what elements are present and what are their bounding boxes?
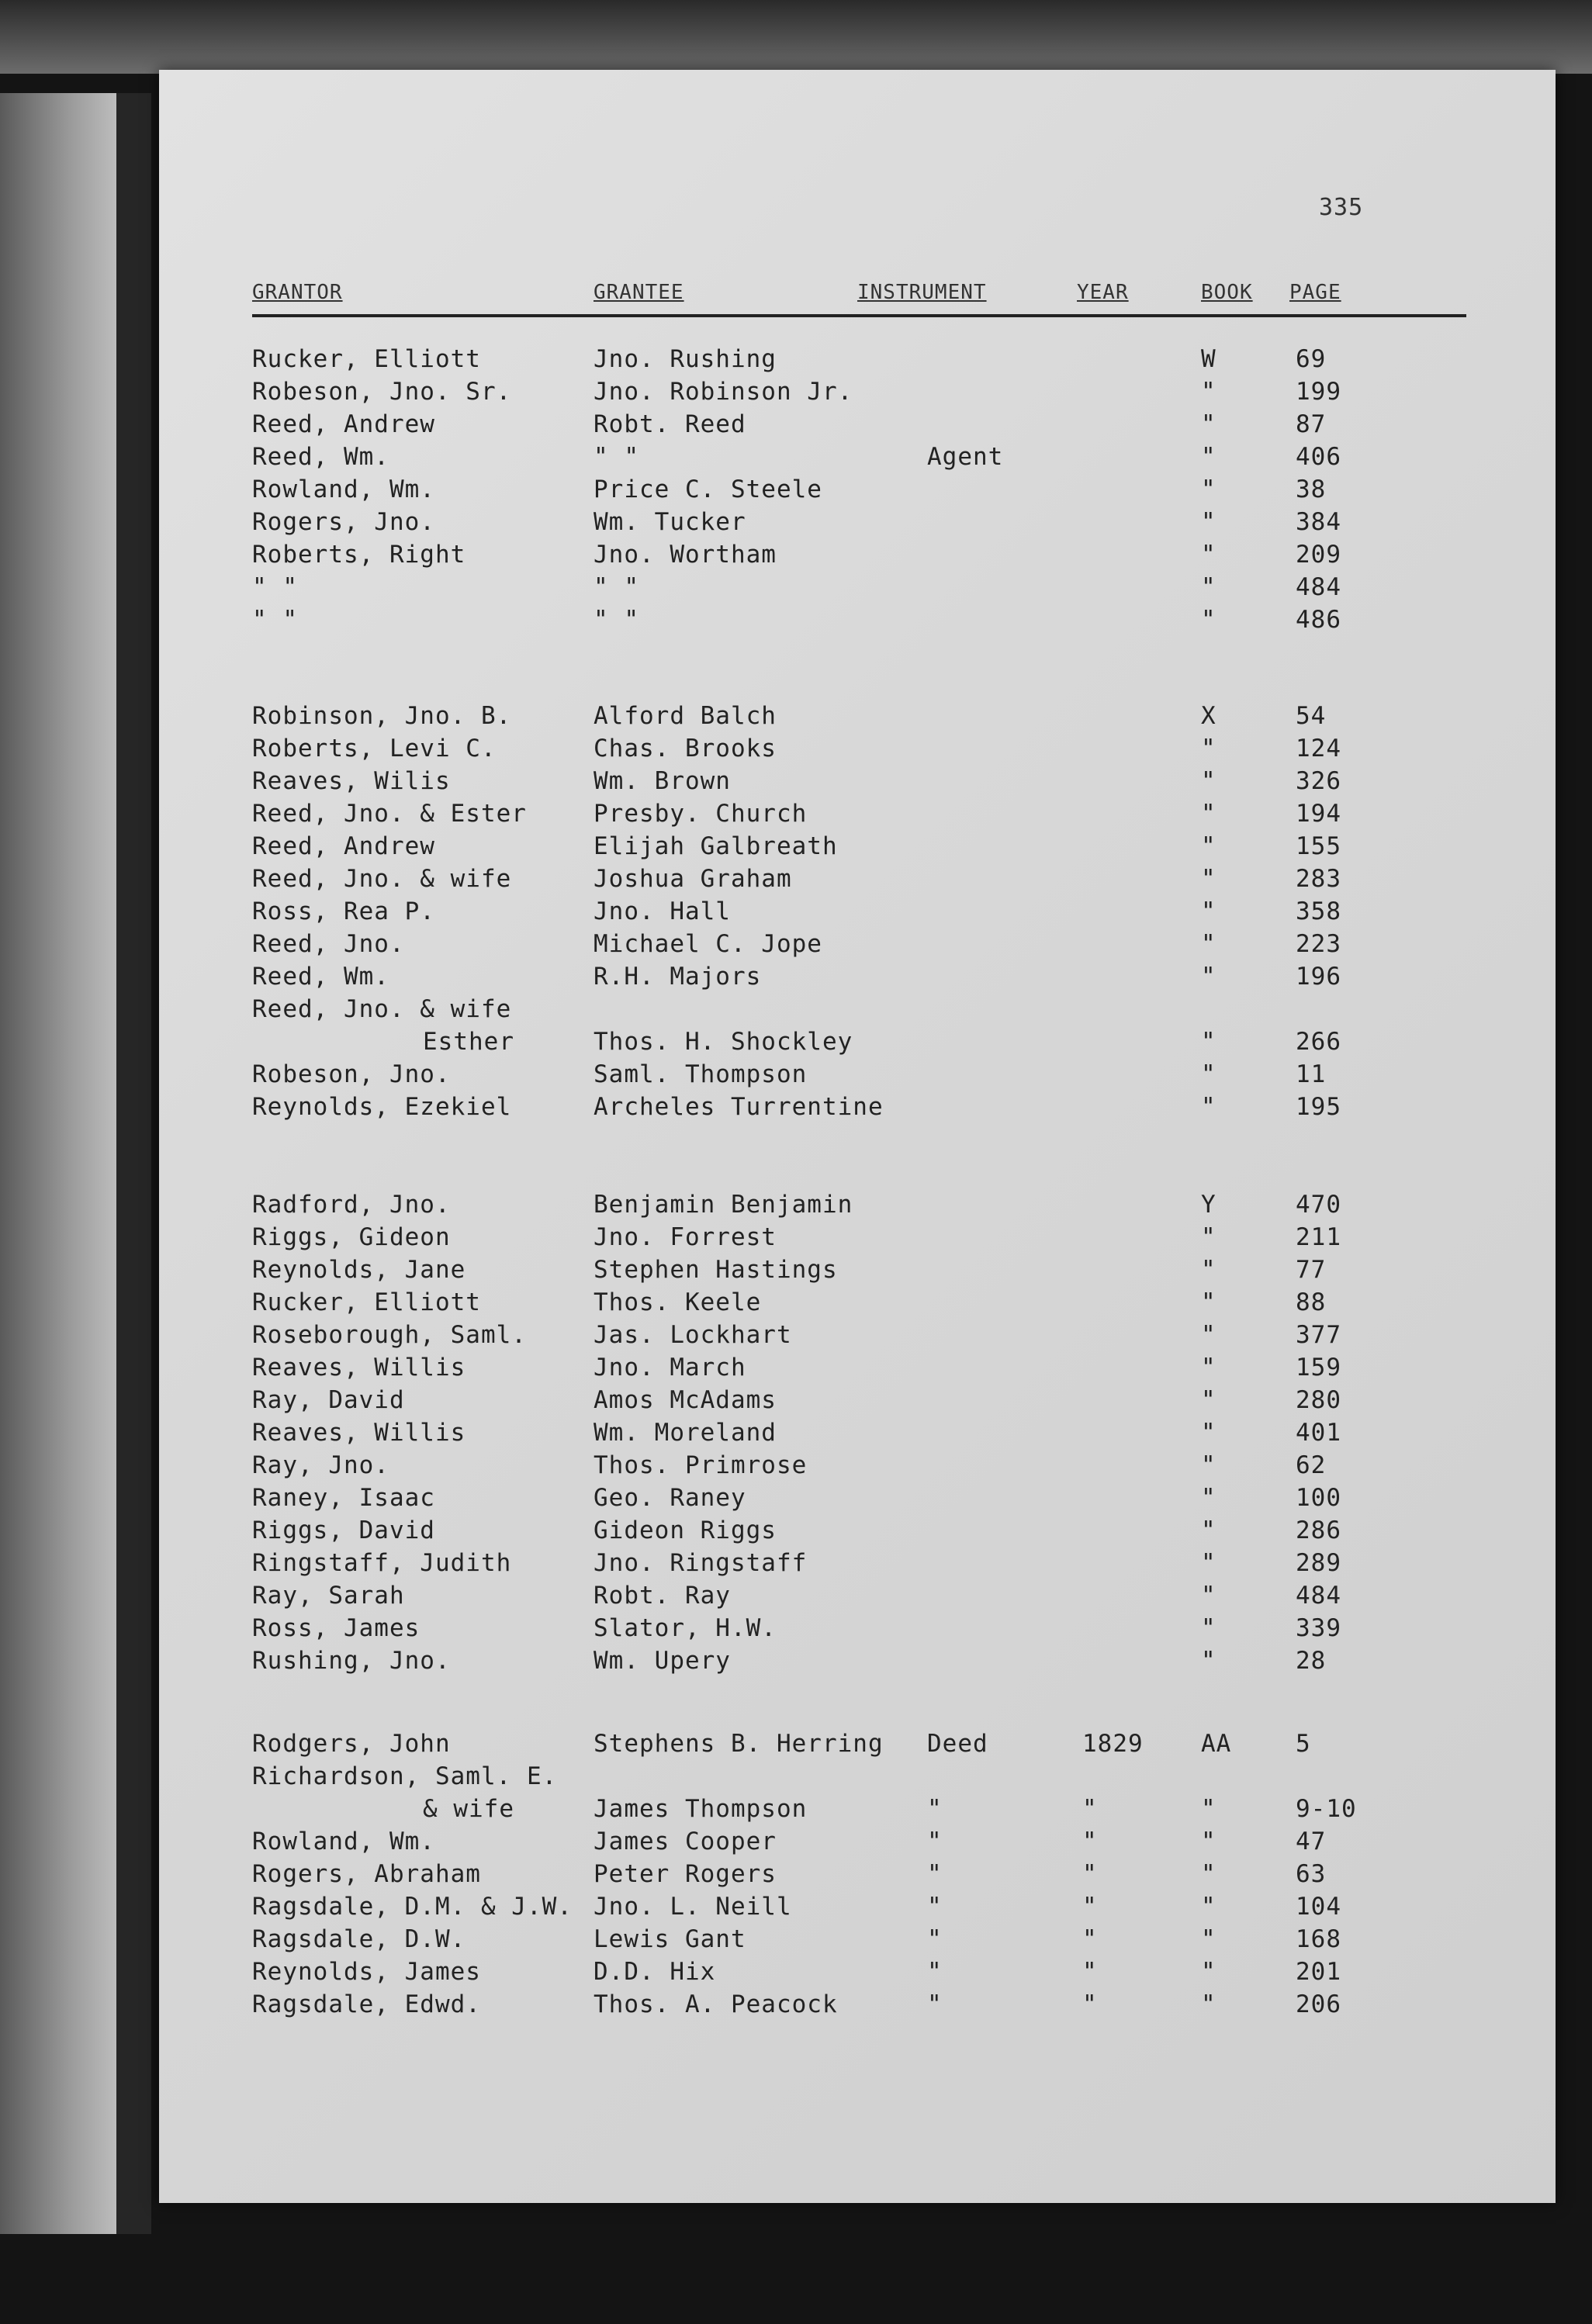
- cell-book: ": [1201, 378, 1216, 406]
- cell-grantor: Riggs, Gideon: [252, 1223, 451, 1251]
- cell-book: ": [1201, 1893, 1216, 1921]
- cell-page: 358: [1296, 897, 1341, 925]
- cell-grantee: Stephen Hastings: [594, 1256, 838, 1284]
- cell-grantor: Roseborough, Saml.: [252, 1321, 527, 1349]
- cell-page: 155: [1296, 832, 1341, 860]
- cell-book: ": [1201, 1093, 1216, 1121]
- cell-grantee: Price C. Steele: [594, 476, 822, 503]
- cell-page: 211: [1296, 1223, 1341, 1251]
- header-instrument: INSTRUMENT: [857, 281, 987, 304]
- cell-instrument: Deed: [927, 1730, 988, 1758]
- cell-book: ": [1201, 1223, 1216, 1251]
- cell-book: ": [1201, 1321, 1216, 1349]
- cell-grantor: Ringstaff, Judith: [252, 1549, 512, 1577]
- cell-page: 28: [1296, 1647, 1327, 1675]
- cell-grantor: Robinson, Jno. B.: [252, 702, 512, 730]
- cell-book: ": [1201, 1549, 1216, 1577]
- cell-year: ": [1082, 1893, 1098, 1921]
- cell-grantee: Wm. Moreland: [594, 1419, 777, 1447]
- cell-book: ": [1201, 1925, 1216, 1953]
- index-page: [159, 70, 1556, 2203]
- cell-grantee: Geo. Raney: [594, 1484, 746, 1512]
- cell-book: ": [1201, 476, 1216, 503]
- cell-book: ": [1201, 1256, 1216, 1284]
- cell-book: ": [1201, 1354, 1216, 1382]
- cell-page: 168: [1296, 1925, 1341, 1953]
- cell-page: 283: [1296, 865, 1341, 893]
- cell-book: ": [1201, 1614, 1216, 1642]
- cell-grantor: Robeson, Jno. Sr.: [252, 378, 512, 406]
- cell-grantor: Rodgers, John: [252, 1730, 451, 1758]
- cell-grantor: " ": [252, 573, 298, 601]
- cell-page: 194: [1296, 800, 1341, 828]
- cell-page: 63: [1296, 1860, 1327, 1888]
- cell-grantee: Robt. Reed: [594, 410, 746, 438]
- cell-year: ": [1082, 1828, 1098, 1855]
- cell-grantor: Ragsdale, Edwd.: [252, 1990, 481, 2018]
- cell-book: ": [1201, 573, 1216, 601]
- cell-grantor: Rucker, Elliott: [252, 1288, 481, 1316]
- cell-grantor: Reaves, Willis: [252, 1419, 466, 1447]
- header-grantor: GRANTOR: [252, 281, 343, 304]
- cell-grantee: " ": [594, 573, 639, 601]
- cell-grantor: Reaves, Wilis: [252, 767, 451, 795]
- cell-book: ": [1201, 735, 1216, 763]
- cell-grantee: Jno. Ringstaff: [594, 1549, 808, 1577]
- cell-grantor: Ragsdale, D.W.: [252, 1925, 466, 1953]
- cell-grantor: Raney, Isaac: [252, 1484, 435, 1512]
- cell-page: 289: [1296, 1549, 1341, 1577]
- cell-instrument: ": [927, 1893, 943, 1921]
- cell-grantee: Robt. Ray: [594, 1582, 731, 1610]
- cell-grantee: Jno. Forrest: [594, 1223, 777, 1251]
- cell-grantor: Ross, James: [252, 1614, 420, 1642]
- cell-book: ": [1201, 606, 1216, 634]
- cell-grantor: Rushing, Jno.: [252, 1647, 451, 1675]
- cell-book: ": [1201, 1647, 1216, 1675]
- cell-grantee: Peter Rogers: [594, 1860, 777, 1888]
- cell-grantor: Ray, Jno.: [252, 1451, 389, 1479]
- header-page: PAGE: [1289, 281, 1341, 304]
- cell-page: 326: [1296, 767, 1341, 795]
- cell-book: ": [1201, 1451, 1216, 1479]
- cell-book: ": [1201, 410, 1216, 438]
- cell-book: ": [1201, 897, 1216, 925]
- cell-grantor: " ": [252, 606, 298, 634]
- cell-page: 104: [1296, 1893, 1341, 1921]
- cell-year: ": [1082, 1925, 1098, 1953]
- cell-book: W: [1201, 345, 1216, 373]
- cell-page: 69: [1296, 345, 1327, 373]
- cell-page: 384: [1296, 508, 1341, 536]
- cell-grantor: Ross, Rea P.: [252, 897, 435, 925]
- page-number: 335: [1319, 194, 1364, 221]
- cell-grantee: Alford Balch: [594, 702, 777, 730]
- cell-book: Y: [1201, 1191, 1216, 1219]
- cell-year: ": [1082, 1990, 1098, 2018]
- header-year: YEAR: [1077, 281, 1129, 304]
- cell-book: ": [1201, 1990, 1216, 2018]
- cell-grantee: Wm. Upery: [594, 1647, 731, 1675]
- cell-book: ": [1201, 1958, 1216, 1986]
- cell-grantor: Riggs, David: [252, 1516, 435, 1544]
- cell-page: 406: [1296, 443, 1341, 471]
- cell-page: 286: [1296, 1516, 1341, 1544]
- cell-grantor: Reynolds, James: [252, 1958, 481, 1986]
- cell-grantee: Jno. Robinson Jr.: [594, 378, 853, 406]
- cell-grantor: Ragsdale, D.M. & J.W.: [252, 1893, 573, 1921]
- cell-book: ": [1201, 1516, 1216, 1544]
- cell-grantee: Thos. Primrose: [594, 1451, 808, 1479]
- cell-book: ": [1201, 767, 1216, 795]
- cell-grantor: Rowland, Wm.: [252, 476, 435, 503]
- binding-shadow: [116, 93, 151, 2234]
- cell-book: ": [1201, 1060, 1216, 1088]
- cell-grantor: Reed, Jno. & wife: [252, 995, 512, 1023]
- cell-year: 1829: [1082, 1730, 1144, 1758]
- cell-grantee: Saml. Thompson: [594, 1060, 808, 1088]
- cell-grantor: Reynolds, Jane: [252, 1256, 466, 1284]
- cell-book: ": [1201, 1419, 1216, 1447]
- cell-grantor: Reynolds, Ezekiel: [252, 1093, 512, 1121]
- cell-page: 87: [1296, 410, 1327, 438]
- cell-instrument: ": [927, 1925, 943, 1953]
- cell-page: 401: [1296, 1419, 1341, 1447]
- cell-grantee: Thos. H. Shockley: [594, 1028, 853, 1056]
- cell-grantor: Richardson, Saml. E.: [252, 1762, 558, 1790]
- cell-grantor: Rogers, Jno.: [252, 508, 435, 536]
- cell-book: ": [1201, 800, 1216, 828]
- cell-grantor: Rowland, Wm.: [252, 1828, 435, 1855]
- cell-book: ": [1201, 1828, 1216, 1855]
- cell-page: 377: [1296, 1321, 1341, 1349]
- cell-grantor: Reed, Wm.: [252, 443, 389, 471]
- cell-book: ": [1201, 832, 1216, 860]
- cell-page: 62: [1296, 1451, 1327, 1479]
- cell-year: ": [1082, 1958, 1098, 1986]
- cell-page: 100: [1296, 1484, 1341, 1512]
- cell-grantee: Wm. Brown: [594, 767, 731, 795]
- cell-grantee: Presby. Church: [594, 800, 808, 828]
- cell-grantee: Slator, H.W.: [594, 1614, 777, 1642]
- cell-grantee: R.H. Majors: [594, 963, 762, 991]
- cell-book: AA: [1201, 1730, 1232, 1758]
- cell-grantee: Amos McAdams: [594, 1386, 777, 1414]
- cell-grantor: Roberts, Right: [252, 541, 466, 569]
- cell-page: 470: [1296, 1191, 1341, 1219]
- cell-book: ": [1201, 1386, 1216, 1414]
- cell-book: ": [1201, 1288, 1216, 1316]
- cell-instrument: ": [927, 1828, 943, 1855]
- cell-grantee: James Cooper: [594, 1828, 777, 1855]
- cell-grantee: Jno. Rushing: [594, 345, 777, 373]
- cell-grantee: Chas. Brooks: [594, 735, 777, 763]
- cell-grantee: Thos. Keele: [594, 1288, 762, 1316]
- cell-page: 196: [1296, 963, 1341, 991]
- cell-grantor: Reed, Jno.: [252, 930, 405, 958]
- cell-grantor: Rucker, Elliott: [252, 345, 481, 373]
- header-grantee: GRANTEE: [594, 281, 684, 304]
- cell-grantee: Jno. L. Neill: [594, 1893, 792, 1921]
- cell-grantee: Michael C. Jope: [594, 930, 822, 958]
- cell-book: ": [1201, 1028, 1216, 1056]
- cell-page: 195: [1296, 1093, 1341, 1121]
- cell-grantor: Radford, Jno.: [252, 1191, 451, 1219]
- cell-grantee: Joshua Graham: [594, 865, 792, 893]
- cell-instrument: ": [927, 1860, 943, 1888]
- cell-instrument: ": [927, 1990, 943, 2018]
- cell-grantor: Ray, Sarah: [252, 1582, 405, 1610]
- cell-grantor: Roberts, Levi C.: [252, 735, 497, 763]
- cell-page: 54: [1296, 702, 1327, 730]
- cell-grantee: Archeles Turrentine: [594, 1093, 884, 1121]
- cell-page: 5: [1296, 1730, 1311, 1758]
- cell-page: 9-10: [1296, 1795, 1357, 1823]
- cell-page: 88: [1296, 1288, 1327, 1316]
- cell-book: ": [1201, 1484, 1216, 1512]
- cell-grantee: Lewis Gant: [594, 1925, 746, 1953]
- cell-instrument: ": [927, 1958, 943, 1986]
- cell-grantee: Elijah Galbreath: [594, 832, 838, 860]
- cell-instrument: ": [927, 1795, 943, 1823]
- cell-book: X: [1201, 702, 1216, 730]
- cell-year: ": [1082, 1860, 1098, 1888]
- cell-grantee: " ": [594, 606, 639, 634]
- cell-instrument: Agent: [927, 443, 1004, 471]
- cell-grantor: Reed, Jno. & Ester: [252, 800, 527, 828]
- cell-page: 266: [1296, 1028, 1341, 1056]
- cell-grantee: Jno. March: [594, 1354, 746, 1382]
- cell-grantor: Reed, Wm.: [252, 963, 389, 991]
- cell-grantor: Rogers, Abraham: [252, 1860, 481, 1888]
- cell-page: 486: [1296, 606, 1341, 634]
- cell-book: ": [1201, 865, 1216, 893]
- cell-book: ": [1201, 1582, 1216, 1610]
- cell-book: ": [1201, 963, 1216, 991]
- cell-grantor: & wife: [423, 1795, 514, 1823]
- header-book: BOOK: [1201, 281, 1253, 304]
- cell-grantee: Stephens B. Herring: [594, 1730, 884, 1758]
- cell-page: 223: [1296, 930, 1341, 958]
- cell-page: 77: [1296, 1256, 1327, 1284]
- cell-book: ": [1201, 541, 1216, 569]
- cell-book: ": [1201, 1860, 1216, 1888]
- cell-grantor: Ray, David: [252, 1386, 405, 1414]
- cell-page: 206: [1296, 1990, 1341, 2018]
- cell-grantee: James Thompson: [594, 1795, 808, 1823]
- cell-grantor: Reaves, Willis: [252, 1354, 466, 1382]
- cell-grantee: D.D. Hix: [594, 1958, 716, 1986]
- cell-page: 209: [1296, 541, 1341, 569]
- cell-page: 484: [1296, 573, 1341, 601]
- cell-page: 280: [1296, 1386, 1341, 1414]
- cell-grantee: Benjamin Benjamin: [594, 1191, 853, 1219]
- film-top-edge: [0, 0, 1592, 74]
- cell-grantor: Reed, Jno. & wife: [252, 865, 512, 893]
- cell-book: ": [1201, 930, 1216, 958]
- cell-page: 201: [1296, 1958, 1341, 1986]
- header-rule: [252, 314, 1466, 317]
- cell-page: 47: [1296, 1828, 1327, 1855]
- cell-grantor: Esther: [423, 1028, 514, 1056]
- cell-page: 124: [1296, 735, 1341, 763]
- cell-book: ": [1201, 443, 1216, 471]
- cell-page: 484: [1296, 1582, 1341, 1610]
- cell-grantor: Reed, Andrew: [252, 832, 435, 860]
- cell-grantee: " ": [594, 443, 639, 471]
- cell-grantee: Jas. Lockhart: [594, 1321, 792, 1349]
- cell-grantor: Robeson, Jno.: [252, 1060, 451, 1088]
- cell-book: ": [1201, 1795, 1216, 1823]
- cell-grantee: Thos. A. Peacock: [594, 1990, 838, 2018]
- cell-grantee: Wm. Tucker: [594, 508, 746, 536]
- cell-grantee: Jno. Hall: [594, 897, 731, 925]
- adjacent-page: [0, 93, 116, 2234]
- cell-grantee: Gideon Riggs: [594, 1516, 777, 1544]
- cell-page: 199: [1296, 378, 1341, 406]
- cell-page: 159: [1296, 1354, 1341, 1382]
- cell-page: 339: [1296, 1614, 1341, 1642]
- cell-book: ": [1201, 508, 1216, 536]
- cell-grantor: Reed, Andrew: [252, 410, 435, 438]
- cell-year: ": [1082, 1795, 1098, 1823]
- cell-grantee: Jno. Wortham: [594, 541, 777, 569]
- cell-page: 11: [1296, 1060, 1327, 1088]
- cell-page: 38: [1296, 476, 1327, 503]
